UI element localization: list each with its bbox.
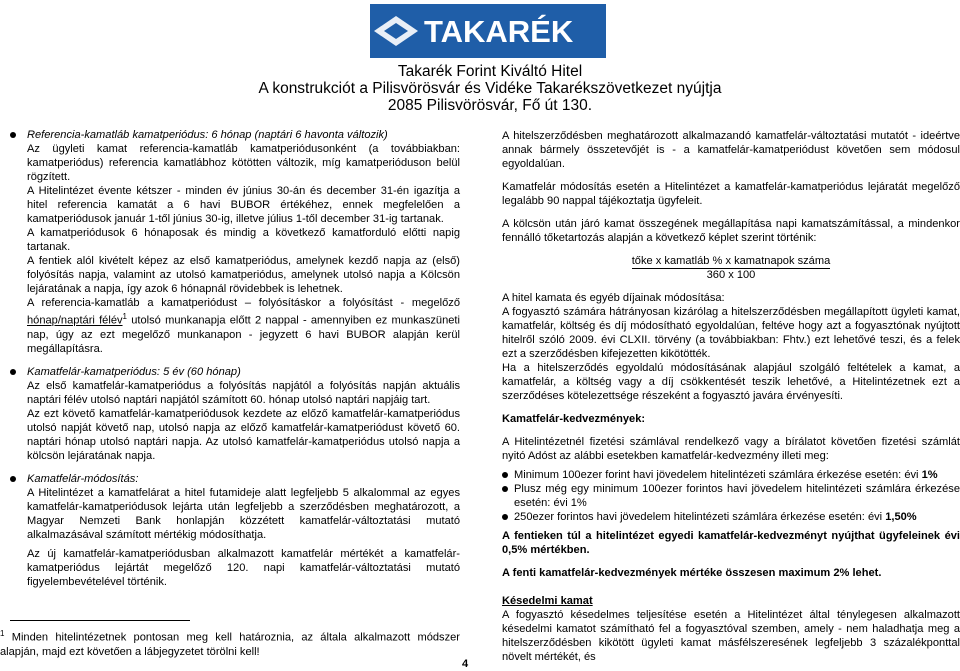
section-title: Kamatfelár-módosítás:: [27, 472, 139, 485]
bullet-margin-period-title: [10, 365, 460, 379]
bullet-icon: [10, 476, 16, 482]
bullet-icon: [10, 132, 16, 138]
formula-denominator: 360 x 100: [706, 269, 756, 281]
list-item: 250ezer forintos havi jövedelem hitelintézeti számlára érkezése esetén: évi 1,50%: [502, 510, 960, 524]
footnote-separator: [10, 620, 190, 621]
discounts-title: Kamatfelár-kedvezmények:: [502, 413, 646, 425]
footnote-mark: 1: [0, 629, 5, 638]
fees-modification-rule: A fogyasztó számára hátrányosan kizárólag a hitelszerződésben megállapított ügyleti kamat, kamatfelár, költség és díj módosítható egyoldalúan, feltéve hogy azt a fogyasztónak nyújtott hitelről szóló 2009. évi CLXII. törvény (a továbbiakban: Fhtv.) ezt lehetővé teszi, és a felek ezt a szerződésben kifejezetten kikötötték.: [502, 306, 960, 360]
section-title: Kamatfelár-kamatperiódus: 5 év (60 hónap): [27, 365, 241, 378]
discounts-list: [502, 468, 960, 524]
logo-graphic: [370, 4, 606, 58]
footnote-text: Minden hitelintézetnek pontosan meg kell határoznia, az általa alkalmazott módszer alapján, majd ezt követően a lábjegyzetet törölni kell!: [0, 631, 460, 658]
header-address: 2085 Pilisvörösvár, Fő út 130.: [387, 97, 593, 114]
page-header: [210, 63, 770, 114]
header-provider: A konstrukciót a Pilisvörösvár és Vidéke Takarékszövetkezet nyújtja: [258, 80, 722, 97]
list-item: Minimum 100ezer forint havi jövedelem hitelintézeti számlára érkezése esetén: évi 1%: [502, 468, 960, 482]
margin-index-no-change: A hitelszerződésben meghatározott alkalmazandó kamatfelár-változtatási mutatót - ideértve annak bármely összetevőjét is - a kamatfelár-kamatperiódust követően sem módosul egyoldalúan.: [502, 130, 960, 170]
right-column: [502, 129, 960, 664]
bullet-icon: [502, 486, 508, 492]
footnote: [0, 627, 460, 659]
reference-rate-exception: A fentiek alól kivételt képez az első kamatperiódus, amelynek kezdő napja az (első) folyósítás napja, valamint az utolsó kamatperiódus, amelynek utolsó napja a Kölcsön lejáratának a napja, így azok 6 hónapnál rövidebbek is lehetnek.: [27, 255, 460, 295]
reference-rate-adjustment: A Hitelintézet évente kétszer - minden év június 30-án és december 31-én igazítja a hitel referencia kamatát a 6 havi BUBOR értékéhez, ennek megfelelően a kamatperiódusok január 1-től június 30-ig, illetve július 1-től december 31-ig tartanak.: [27, 185, 460, 225]
fees-modification-title: A hitel kamata és egyéb díjainak módosítása:: [502, 292, 725, 304]
margin-change-notice: Kamatfelár módosítás esetén a Hitelintézet a kamatfelár-kamatperiódus lejáratát megelőző legalább 90 nappal tájékoztatja ügyfeleit.: [502, 181, 960, 207]
bullet-icon: [10, 369, 16, 375]
interest-calculation: A kölcsön után járó kamat összegének megállapítása napi kamatszámítással, a mindenkor fennálló tőketartozás alapján a következő képlet szerint történik:: [502, 218, 960, 244]
reference-rate-intro: Az ügyleti kamat referencia-kamatláb kamatperiódusonként (a továbbiakban: kamatperiódus) referencia kamatlábhoz kötötten változik, míg kamatperióduson belül rögzített.: [27, 143, 460, 183]
page-number: 4: [462, 658, 469, 670]
margin-period-first: Az első kamatfelár-kamatperiódus a folyósítás napjától a folyósítás napján aktuális naptári félév utolsó naptári napjától számított 60. hónap utolsó naptári napjáig tart.: [27, 379, 460, 406]
footnote-ref-text: hónap/naptári félév: [27, 314, 123, 327]
bullet-icon: [502, 472, 508, 478]
interest-formula: [502, 254, 960, 268]
header-product-name: Takarék Forint Kiváltó Hitel: [397, 63, 583, 80]
logo-text: TAKARÉK: [424, 14, 574, 49]
list-item: Plusz még egy minimum 100ezer forintos havi jövedelem hitelintézeti számlára érkezése esetén: évi 1%: [502, 482, 960, 510]
discounts-intro: A Hitelintézetnél fizetési számlával rendelkező vagy a bírálatot követően fizetési számlát nyitó Adóst az alábbi esetekben kamatfelár-kedvezmény illeti meg:: [502, 436, 960, 462]
reference-rate-fixing: A referencia-kamatláb a kamatperiódust – folyósításkor a folyósítást - megelőző hónap/naptári félév$^1$ utolsó munkanapja előtt 2 nappal - amennyiben ez munkaszüneti nap, úgy az ezt megelőző munkanapon - jegyzett 6 havi BUBOR alapján kerül megállapításra.: [27, 297, 460, 355]
margin-period-following: Az ezt követő kamatfelár-kamatperiódusok kezdete az előző kamatfelár-kamatperiódus utolsó napját követő nap, utolsó napja az előző kamatfelár-kamatperiódust követő 60. naptári hónap utolsó naptári napja. Az utolsó kamatfelár-kamatperiódus utolsó napja a kölcsön lejáratának napja.: [27, 407, 460, 462]
reference-rate-period-length: A kamatperiódusok 6 hónaposak és mindig a következő kamatforduló előtti napig tartanak.: [27, 227, 460, 253]
margin-change-rule: A Hitelintézet a kamatfelárat a hitel futamideje alatt legfeljebb 5 alkalommal az egyes kamatfelár-kamatperiódusok lejárta után legfeljebb a szerződésben meghatározott, a Magyar Nemzeti Bank honlapján közzétett kamatfelár-változtatási mutató alkalmazásával számított mértékig módosíthatja.: [27, 486, 460, 541]
takarek-logo: [370, 4, 606, 58]
bullet-reference-rate-title: [10, 128, 460, 142]
section-title: Referencia-kamatláb kamatperiódus: 6 hónap (naptári 6 havonta változik): [27, 129, 388, 141]
individual-discount: A fentieken túl a hitelintézet egyedi kamatfelár-kedvezményt nyújthat ügyfeleinek évi 0,5% mértékben.: [502, 530, 960, 556]
margin-change-new-period: Az új kamatfelár-kamatperiódusban alkalmazott kamatfelár mértékét a kamatfelár-kamatperiódus lejártát megelőző 120. napi kamatfelár-változtatási mutató figyelembevételével történik.: [27, 547, 460, 588]
left-column: [10, 128, 460, 589]
default-interest-title: Késedelmi kamat: [502, 595, 593, 607]
max-discount: A fenti kamatfelár-kedvezmények mértéke összesen maximum 2% lehet.: [502, 567, 882, 579]
bullet-icon: [502, 514, 508, 520]
formula-numerator: tőke x kamatláb % x kamatnapok száma: [631, 255, 831, 267]
bullet-margin-change-title: [10, 472, 460, 486]
default-interest-text: A fogyasztó késedelmes teljesítése esetén a Hitelintézet által ténylegesen alkalmazott késedelmi kamatot számítható fel a fogyasztóval szemben, amely - nem haladhatja meg a hitelszerződésben kikötött ügyleti kamat másfélszeresének legfeljebb 3 százalékponttal növelt mértékét, és: [502, 609, 960, 663]
footnote-ref[interactable]: 1: [122, 312, 127, 321]
fees-modification-decrease: Ha a hitelszerződés egyoldalú módosításának alapjául szolgáló feltételek a kamat, a kamatfelár, a költség vagy a díj csökkentését teszik lehetővé, a Hitelintézetnek ezt a szerződéses kötelezettsége részeként a fogyasztó javára érvényesíti.: [502, 362, 960, 402]
